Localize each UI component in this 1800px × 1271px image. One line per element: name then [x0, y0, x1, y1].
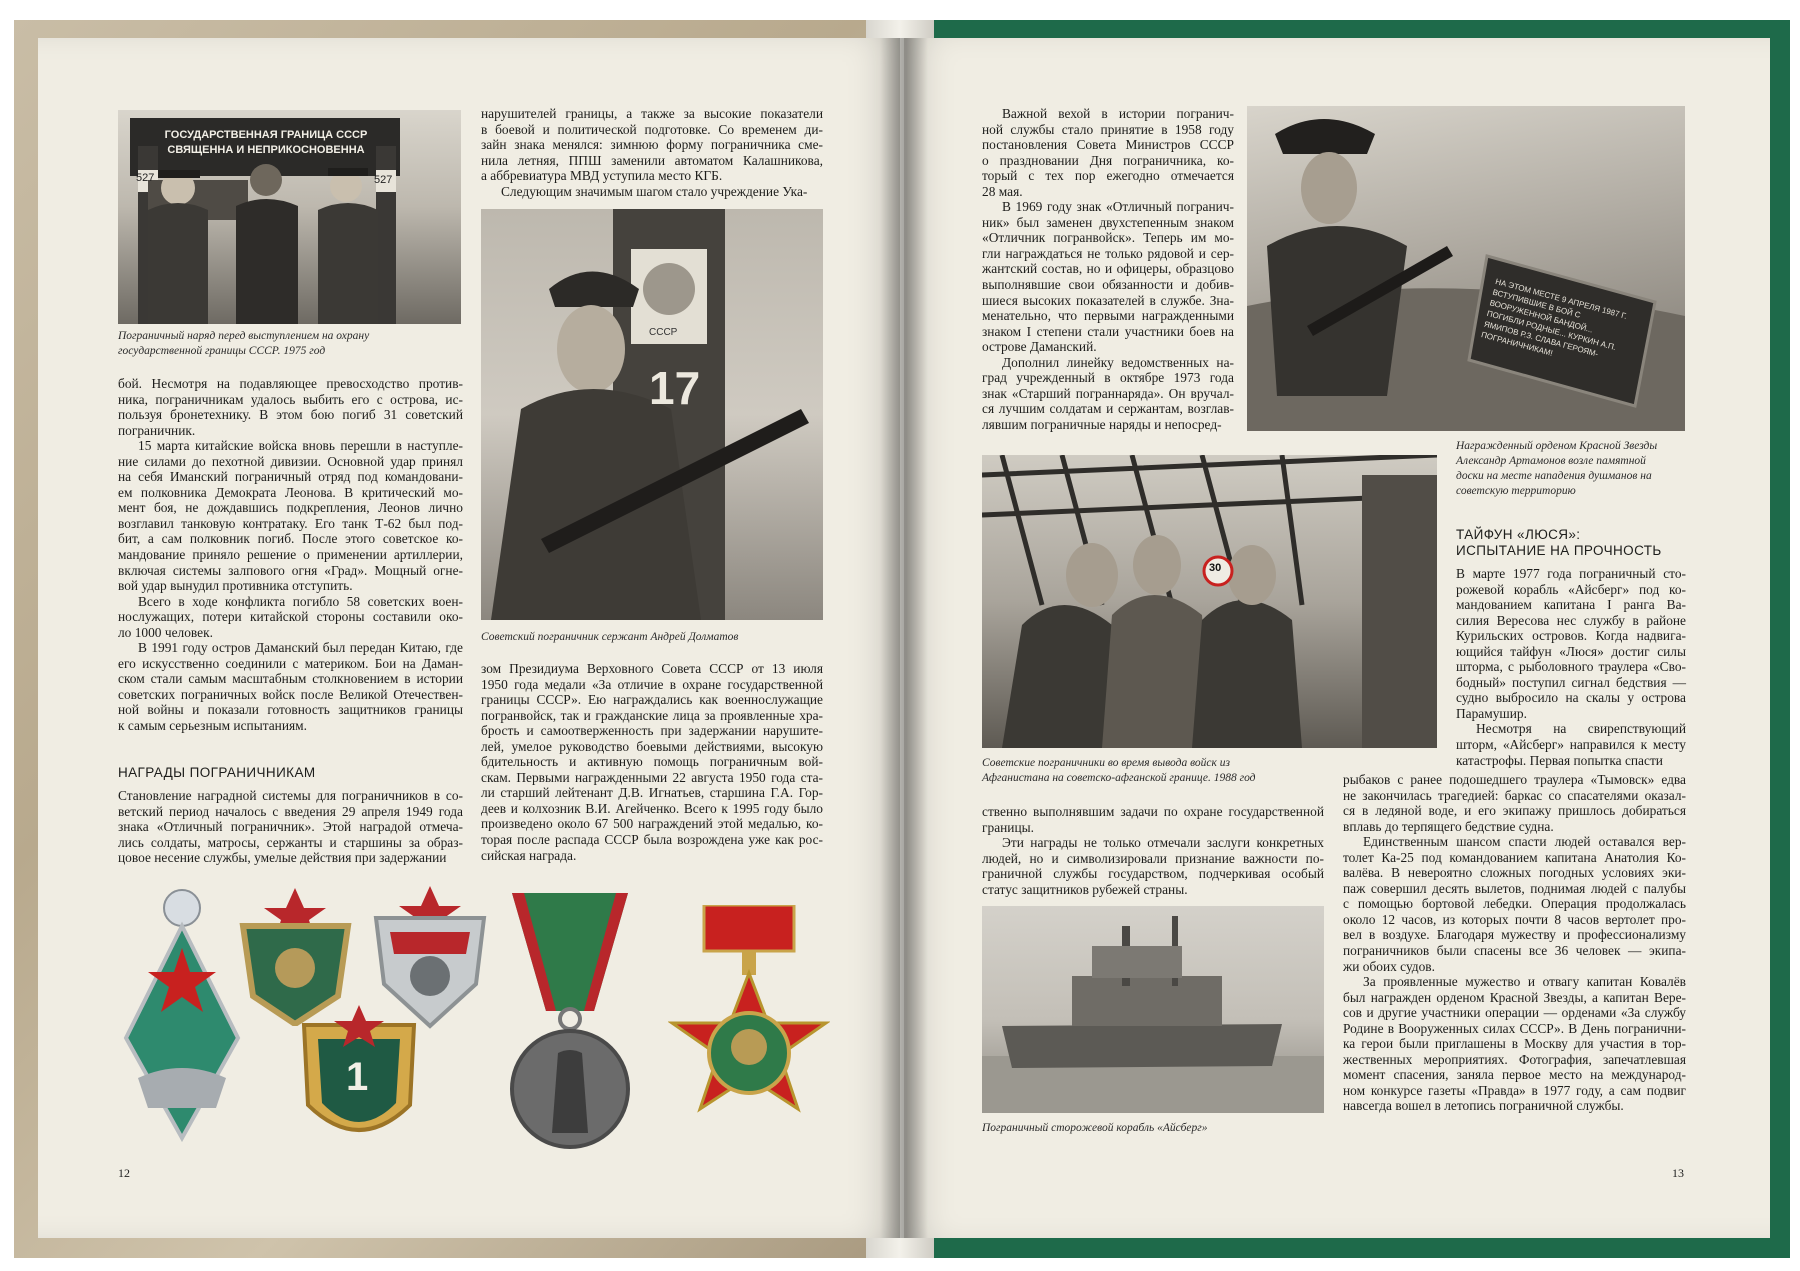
text-line: ственно выполнявшим задачи по охране государственной [982, 804, 1324, 819]
heading-typhoon-line-1: ТАЙФУН «ЛЮСЯ»: [1456, 527, 1581, 542]
text-line: шиеся высоких показателей в службе. Зна- [982, 292, 1234, 308]
text-line: пограничник. [118, 422, 196, 438]
text-line: около 12 часов, из которых почти 8 часов вертолет про- [1343, 911, 1686, 927]
text-line: ном конкурсе газеты «Правда» в 1977 году, а сам подвиг [1343, 1082, 1686, 1098]
caption-4-line-1: Советские пограничники во время вывода войск из [982, 757, 1231, 769]
text-line: жантский состав, но и офицеры, образцово [982, 261, 1234, 277]
text-line: ся в ледяной воде, и его экипажу пришлось добираться [1343, 803, 1686, 819]
text-line: вой удар вынудил противника отступить. [118, 578, 353, 594]
text-line: ной войны и показали готовность защитников границы [118, 702, 463, 718]
section-heading-typhoon [1456, 527, 1662, 559]
text-line: торый с тех пор ежегодно отмечается [982, 168, 1234, 184]
text-line: включая системы залпового огня «Град». Мощный огне- [118, 562, 463, 578]
text-line: деев и колхозник В.И. Агейченко. Всего к 1995 году было [481, 800, 823, 816]
text-line: возглавил танковую контратаку. Его танк Т-62 был под- [118, 515, 463, 531]
text-line: Следующим значимым шагом стало учреждение Ука- [501, 183, 808, 199]
text-line: лись солдаты, матросы, сержанты и старшины за образ- [118, 834, 463, 850]
text-line: зом Президиума Верховного Совета СССР от 13 июля [481, 661, 823, 676]
text-line: Дополнил линейку ведомственных на- [1002, 354, 1234, 370]
text-line: сов и другие участники операции — орденами «За службу [1343, 1005, 1686, 1021]
text-line: нослужащих, потери китайской стороны составили око- [118, 609, 463, 625]
left-column-2-text-bottom [481, 661, 823, 863]
order-for-service-in-border-troops [668, 905, 830, 1145]
medal-excellence-first-class [300, 1005, 418, 1155]
photo-caption-5: Пограничный сторожевой корабль «Айсберг» [982, 1122, 1208, 1134]
post-number-right: 527 [374, 174, 393, 186]
text-line: знака «Отличный пограничник». Этой наградой отмеча- [118, 819, 463, 835]
photo-caption-3 [1456, 439, 1686, 499]
text-line: людей, но и символизировали признание важности по- [982, 850, 1324, 866]
text-line: 28 мая. [982, 183, 1023, 199]
text-line: ник» был заменен двухстепенным знаком [982, 214, 1234, 230]
text-line: шторм, «Айсберг» направился к месту [1456, 737, 1686, 753]
photo-afghanistan-withdrawal-1988 [982, 455, 1437, 748]
text-line: 1950 года медали «За отличие в охране государственной [481, 676, 823, 692]
book-gutter [880, 38, 928, 1238]
caption-3-line-4: советскую территорию [1456, 485, 1576, 497]
text-line: ся лучшим солдатам и сержантам, возглав- [982, 401, 1234, 417]
text-line: шторма, с рыболовного траулера «Сво- [1456, 659, 1686, 675]
text-line: советских пограничных войск после Великой Отечествен- [118, 686, 463, 702]
text-line: ющийся тайфун «Люся» достиг силы [1456, 643, 1686, 659]
text-line: навсегда вошел в летопись пограничной службы. [1343, 1098, 1624, 1114]
text-line: бдительность и активную помощь пограничным вой- [481, 754, 823, 770]
text-line: жественных мероприятиях. Фотография, запечатлевшая [1343, 1051, 1686, 1067]
text-line: гли награждаться не только рядовой и сер- [982, 245, 1234, 261]
text-line: В 1969 году знак «Отличный погранич- [1002, 199, 1234, 215]
text-line: 15 марта китайские войска вновь перешли в наступле- [138, 438, 463, 454]
text-line: пользуя бронетехнику. В этом бою погиб 31 советский [118, 407, 463, 423]
sign-line-1: ГОСУДАРСТВЕННАЯ ГРАНИЦА СССР [164, 129, 368, 141]
text-line: не закончилась трагедией: баркас со спасателями оказал- [1343, 787, 1686, 803]
text-line: Важной вехой в истории погранич- [1002, 106, 1234, 121]
text-line: лявшим пограничные наряды и непосред- [982, 416, 1222, 432]
text-line: к самым серьезным испытаниям. [118, 718, 307, 734]
text-line: пограничников были спасены все 36 человек — экипа- [1343, 943, 1686, 959]
text-line: сийская награда. [481, 847, 577, 863]
text-line: вплавь до терпящего бедствие судна. [1343, 818, 1554, 834]
text-line: Единственным шансом спасти людей оставался вер- [1363, 834, 1686, 850]
text-line: произведено около 67 500 награждений этой медалью, ко- [481, 816, 823, 832]
medal-excellent-border-guard [118, 888, 248, 1143]
text-line: ние силами до пехотной дивизии. Основной удар принял [118, 453, 463, 469]
text-line: бит, а сам полковник погиб. После этого советское ко- [118, 531, 463, 547]
text-line: знаком I степени стали участники боев на [982, 323, 1234, 339]
text-line: валёва. В невероятно сложных погодных условиях эки- [1343, 865, 1686, 881]
text-line: на себя Иманский пограничный отряд под командовани- [118, 469, 463, 485]
text-line: скам. Первыми награжденными 22 августа 1950 года ста- [481, 769, 823, 785]
text-line: зайн знака менялся: зимнюю форму пограничника сме- [481, 137, 823, 153]
text-line: статус защитников рубежей страны. [982, 881, 1188, 897]
page-number-left: 12 [118, 1166, 130, 1180]
post-number-left: 527 [136, 172, 155, 184]
text-line: бой. Несмотря на подавляющее превосходство против- [118, 376, 463, 391]
photo-sergeant-dolmatov [481, 209, 823, 620]
text-line: бодный» поступил сигнал бедствия — [1456, 674, 1686, 690]
text-line: границы СССР». Ею награждались как военнослужащие [481, 692, 823, 708]
text-line: нила летняя, ППШ заменили автоматом Калашникова, [481, 152, 823, 168]
photo-artamonov-memorial-plaque [1247, 106, 1685, 431]
text-line: Всего в ходе конфликта погибло 58 советских воен- [138, 593, 463, 609]
left-column-2-text-top [481, 106, 823, 199]
text-line: мент боя, не дождавшись подкрепления, Леонов лично [118, 500, 463, 516]
medal-number: 1 [346, 1055, 369, 1099]
text-line: катастрофы. Первая попытка спасти [1456, 752, 1663, 768]
heading-typhoon-line-2: ИСПЫТАНИЕ НА ПРОЧНОСТЬ [1456, 543, 1662, 558]
text-line: ском стали самым масштабным столкновением в истории [118, 671, 463, 687]
text-line: границы. [982, 819, 1034, 835]
text-line: в боевой и политической подготовке. Со временем ди- [481, 121, 823, 137]
text-line: рыбаков с ранее подошедшего траулера «Тымовск» едва [1343, 772, 1686, 787]
text-line: толет Ка-25 под командованием капитана Анатолия Ко- [1343, 849, 1686, 865]
section-heading-awards: НАГРАДЫ ПОГРАНИЧНИКАМ [118, 765, 316, 780]
text-line: с помощью бортовой лебедки. Операция продолжалась [1343, 896, 1686, 912]
memorial-plaque-text: НА ЭТОМ МЕСТЕ 9 АПРЕЛЯ 1987 Г. ВСТУПИВШИЕ В БОЙ С ВООРУЖЕННОЙ БАНДОЙ... ПОГИБЛИ РОДНЫЕ... КУРКИН А.П. ЯМИПОВ Р.З. СЛАВА ГЕРОЯМ-ПОГРАНИЧНИКАМ! [1480, 276, 1628, 359]
right-column-1-text-top [982, 106, 1234, 432]
text-line: вел в воздухе. Благодаря мужеству и профессионализму [1343, 927, 1686, 943]
caption-3-line-3: доски на месте нападения душманов на [1456, 470, 1652, 482]
caption-1-line-1: Пограничный наряд перед выступлением на охрану [118, 330, 370, 342]
text-line: ло 1000 человек. [118, 624, 213, 640]
text-line: град учрежденный в октябре 1973 года [982, 370, 1234, 386]
text-line: ника, пограничникам удалось выбить его с острова, ис- [118, 391, 463, 407]
photo-border-guards-1975 [118, 110, 461, 324]
caption-3-line-1: Награжденный орденом Красной Звезды [1456, 440, 1658, 452]
left-column-1-text-top [118, 376, 463, 734]
photo-caption-1 [118, 329, 463, 359]
text-line: мандование приняло решение о применении артиллерии, [118, 547, 463, 563]
text-line: судно выбросило на скалы у острова [1456, 690, 1686, 706]
medal-distinction-in-border-protection [502, 893, 638, 1151]
text-line: жи обоих судов. [1343, 958, 1435, 974]
right-column-2-text-top [1456, 566, 1686, 768]
text-line: За проявленные мужество и отвагу капитан Ковалёв [1363, 974, 1686, 990]
text-line: Курильских островов. Когда надвига- [1456, 628, 1686, 644]
text-line: лей, умелое руководство боевыми действиями, высокую [481, 738, 823, 754]
text-line: граничной службы государством, подчеркивая особый [982, 866, 1324, 882]
text-line: ем полковника Демократа Леонова. В критический мо- [118, 484, 463, 500]
text-line: был награжден орденом Красной Звезды, а капитан Вере- [1343, 989, 1686, 1005]
text-line: паж совершил десять вылетов, поднимая людей с палубы [1343, 880, 1686, 896]
right-column-2-text-bottom [1343, 772, 1686, 1114]
border-sign-text [148, 128, 384, 158]
text-line: брость и самоотверженность при задержании нарушите- [481, 723, 823, 739]
photo-patrol-ship-aisberg [982, 906, 1324, 1113]
text-line: цовое несение службы, умелые действия при задержании [118, 850, 447, 866]
caption-1-line-2: государственной границы СССР. 1975 год [118, 345, 326, 357]
speed-limit-sign: 30 [1209, 562, 1222, 574]
text-line: погранвойск, так и гражданские лица за проявленные хра- [481, 707, 823, 723]
text-line: знак «Старший пограннаряда». Он вручал- [982, 385, 1234, 401]
text-line: В марте 1977 года пограничный сто- [1456, 566, 1686, 581]
text-line: мандованием капитана I ранга Ва- [1456, 597, 1686, 613]
text-line: выполнявшие свои обязанности и добив- [982, 277, 1234, 293]
page-number-right: 13 [1672, 1166, 1684, 1180]
text-line: ли старший лейтенант Д.В. Игнатьев, старшина Г.А. Гор- [481, 785, 823, 801]
sign-line-2: СВЯЩЕННА И НЕПРИКОСНОВЕННА [167, 144, 365, 156]
post-number: 17 [649, 362, 701, 414]
text-line: нарушителей границы, а также за высокие показатели [481, 106, 823, 121]
text-line: Родине в Вооруженных силах СССР». В День погранични- [1343, 1020, 1686, 1036]
text-line: острове Даманский. [982, 339, 1097, 355]
right-column-1-text-bottom [982, 804, 1324, 897]
text-line: Эти награды не только отмечали заслуги конкретных [1002, 835, 1324, 851]
text-line: а аббревиатура МВД уступила место КГБ. [481, 168, 723, 184]
text-line: «Отличник погранвойск». Теперь им мо- [982, 230, 1234, 246]
text-line: Парамушир. [1456, 705, 1527, 721]
text-line: В 1991 году остров Даманский был передан Китаю, где [138, 640, 463, 656]
text-line: рожевой корабль «Айсберг» под ко- [1456, 581, 1686, 597]
text-line: ка герои были приглашены в Москву для участия в тор- [1343, 1036, 1686, 1052]
text-line: его искусственно соединили с материком. Бои на Даман- [118, 655, 463, 671]
text-line: Несмотря на свирепствующий [1476, 721, 1686, 737]
text-line: Становление наградной системы для пограничников в со- [118, 788, 463, 803]
text-line: ной службы стало принятие в 1958 году [982, 121, 1234, 137]
text-line: ветский период началось с введения 29 апреля 1949 года [118, 803, 463, 819]
text-line: торая после распада СССР была возрождена уже как рос- [481, 832, 823, 848]
caption-3-line-2: Александр Артамонов возле памятной [1456, 455, 1646, 467]
photo-caption-2: Советский пограничник сержант Андрей Долматов [481, 631, 739, 643]
post-emblem-text: СССР [649, 327, 678, 338]
text-line: момент спасения, заняла первое место на международ- [1343, 1067, 1686, 1083]
caption-4-line-2: Афганистана на советско-афганской границе. 1988 год [982, 772, 1256, 784]
text-line: менательно, что первыми награжденными [982, 308, 1234, 324]
text-line: о праздновании Дня пограничника, ко- [982, 152, 1234, 168]
text-line: силия Вересова нес службу в районе [1456, 612, 1686, 628]
left-column-1-text-bottom [118, 788, 463, 866]
text-line: постановления Совета Министров СССР [982, 137, 1234, 153]
